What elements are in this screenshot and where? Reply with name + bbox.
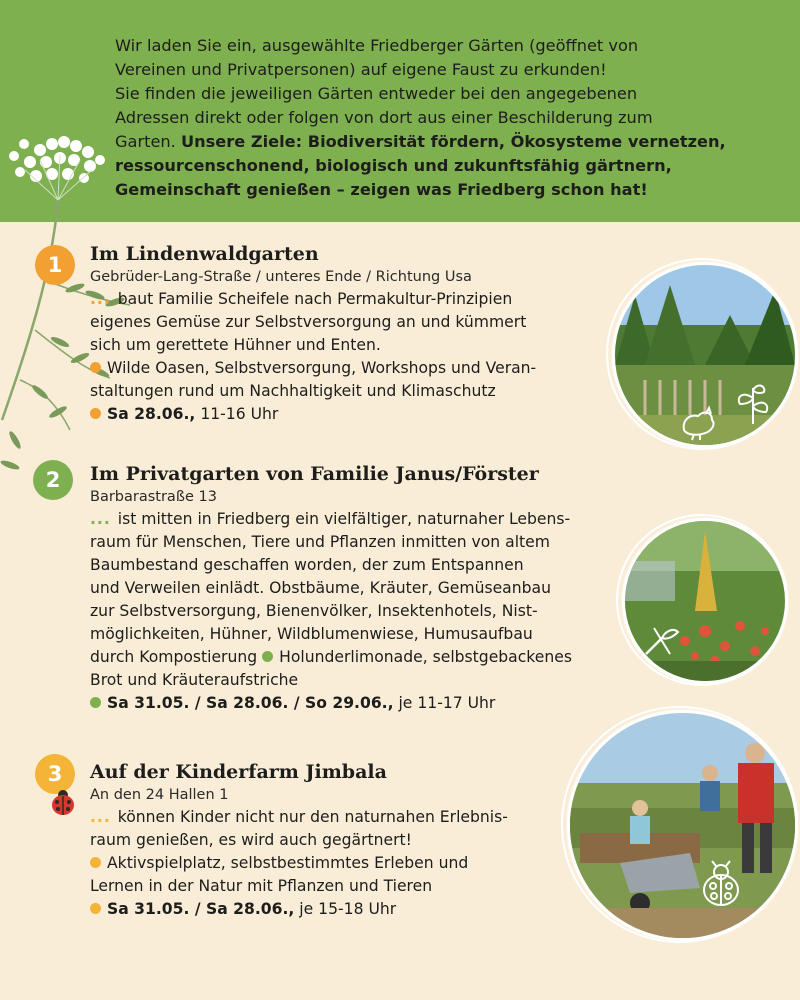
gardening-tools-icon bbox=[640, 620, 684, 660]
garden-address: Gebrüder-Lang-Straße / unteres Ende / Richtung Usa bbox=[90, 269, 472, 285]
date-line bbox=[90, 403, 610, 426]
garden-number-1: 1 bbox=[35, 245, 75, 285]
bullet-dot bbox=[90, 857, 101, 868]
offer-line bbox=[90, 852, 570, 875]
text: Holunderlimonade, selbstgebackenes bbox=[279, 648, 572, 666]
garden-photo-image bbox=[570, 713, 795, 938]
intro-line bbox=[115, 178, 785, 202]
intro-line: Sie finden die jeweiligen Gärten entweder bei den angegebenen bbox=[115, 84, 638, 103]
description-line: Brot und Kräuteraufstriche bbox=[90, 671, 299, 689]
intro-goals-bold: Gemeinschaft genießen – zeigen was Friedberg schon hat! bbox=[115, 180, 648, 199]
plant-icon bbox=[730, 380, 776, 426]
ellipsis: ... bbox=[90, 510, 111, 528]
bullet-dot bbox=[90, 362, 101, 373]
date-line bbox=[90, 692, 650, 715]
garden-title: Im Lindenwaldgarten bbox=[90, 243, 319, 265]
garden-entry-3 bbox=[90, 760, 570, 921]
text: Aktivspielplatz, selbstbestimmtes Erleben und bbox=[107, 854, 469, 872]
ellipsis: ... bbox=[90, 808, 111, 826]
offer-line bbox=[90, 357, 610, 380]
garden-description bbox=[90, 806, 570, 921]
description-line bbox=[90, 646, 650, 669]
description-line bbox=[90, 806, 570, 829]
description-line: eigenes Gemüse zur Selbstversorgung an und kümmert bbox=[90, 313, 527, 331]
time: je 11-17 Uhr bbox=[393, 694, 496, 712]
description-line: sich um gerettete Hühner und Enten. bbox=[90, 336, 381, 354]
time: je 15-18 Uhr bbox=[294, 900, 397, 918]
date-bold: Sa 28.06., bbox=[107, 405, 196, 423]
text: durch Kompostierung bbox=[90, 648, 258, 666]
date-bold: Sa 31.05. / Sa 28.06. / So 29.06., bbox=[107, 694, 394, 712]
bullet-dot bbox=[90, 697, 101, 708]
garden-entry-1 bbox=[90, 242, 610, 426]
text: baut Familie Scheifele nach Permakultur-Prinzipien bbox=[117, 290, 513, 308]
ellipsis: ... bbox=[90, 290, 111, 308]
intro-line: Vereinen und Privatpersonen) auf eigene Faust zu erkunden! bbox=[115, 60, 607, 79]
garden-address: Barbarastraße 13 bbox=[90, 489, 217, 505]
garden-number-3: 3 bbox=[35, 754, 75, 794]
offer-line: Lernen in der Natur mit Pflanzen und Tieren bbox=[90, 877, 433, 895]
garden-photo-3 bbox=[567, 710, 798, 941]
offer-line: staltungen rund um Nachhaltigkeit und Klimaschutz bbox=[90, 382, 496, 400]
text: ist mitten in Friedberg ein vielfältiger, naturnaher Lebens- bbox=[117, 510, 571, 528]
text: können Kinder nicht nur den naturnahen Erlebnis- bbox=[117, 808, 508, 826]
garden-description bbox=[90, 508, 650, 715]
intro-plain: Garten. bbox=[115, 132, 181, 151]
garden-title: Im Privatgarten von Familie Janus/Förster bbox=[90, 463, 539, 485]
description-line: raum für Menschen, Tiere und Pflanzen inmitten von altem bbox=[90, 533, 550, 551]
description-line: Baumbestand geschaffen worden, der zum Entspannen bbox=[90, 556, 524, 574]
ladybug-icon bbox=[48, 787, 78, 817]
description-line: zur Selbstversorgung, Bienenvölker, Insektenhotels, Nist- bbox=[90, 602, 538, 620]
garden-description bbox=[90, 288, 610, 426]
intro-line bbox=[115, 154, 785, 178]
intro-goals-bold: ressourcenschonend, biologisch und zukunftsfähig gärtnern, bbox=[115, 156, 672, 175]
description-line bbox=[90, 288, 610, 311]
description-line: raum genießen, es wird auch gegärtnert! bbox=[90, 831, 412, 849]
garden-address: An den 24 Hallen 1 bbox=[90, 787, 229, 803]
garden-entry-2 bbox=[90, 462, 650, 715]
intro-text bbox=[115, 34, 785, 202]
bullet-dot bbox=[90, 903, 101, 914]
description-line bbox=[90, 508, 650, 531]
bullet-dot bbox=[90, 408, 101, 419]
date-bold: Sa 31.05. / Sa 28.06., bbox=[107, 900, 295, 918]
intro-goals-bold: Unsere Ziele: Biodiversität fördern, Ökosysteme vernetzen, bbox=[180, 132, 726, 151]
text: Wilde Oasen, Selbstversorgung, Workshops und Veran- bbox=[107, 359, 537, 377]
ladybug-outline-icon bbox=[696, 860, 746, 910]
intro-line: Wir laden Sie ein, ausgewählte Friedberger Gärten (geöffnet von bbox=[115, 36, 639, 55]
chicken-icon bbox=[676, 402, 720, 442]
garden-title: Auf der Kinderfarm Jimbala bbox=[90, 761, 387, 783]
date-line bbox=[90, 898, 570, 921]
time: 11-16 Uhr bbox=[195, 405, 279, 423]
garden-number-2: 2 bbox=[33, 460, 73, 500]
intro-line: Adressen direkt oder folgen von dort aus einer Beschilderung zum bbox=[115, 108, 653, 127]
bullet-dot bbox=[262, 651, 273, 662]
description-line: und Verweilen einlädt. Obstbäume, Kräuter, Gemüseanbau bbox=[90, 579, 551, 597]
intro-line bbox=[115, 130, 785, 154]
description-line: möglichkeiten, Hühner, Wildblumenwiese, Humusaufbau bbox=[90, 625, 533, 643]
